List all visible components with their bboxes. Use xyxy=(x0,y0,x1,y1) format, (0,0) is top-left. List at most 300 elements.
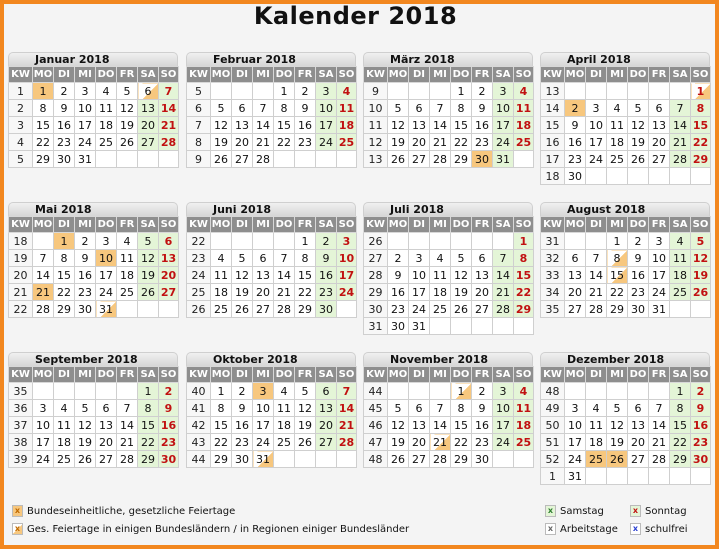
day-cell: 15 xyxy=(514,267,534,284)
day-cell: 28 xyxy=(493,301,514,318)
month-block xyxy=(363,352,533,468)
weekday-header: KW xyxy=(364,217,388,233)
day-cell: 18 xyxy=(211,284,232,301)
weekday-header: FR xyxy=(117,367,138,383)
day-cell: 29 xyxy=(33,151,54,168)
empty-day xyxy=(138,151,159,168)
day-cell: 12 xyxy=(451,267,472,284)
day-cell: 23 xyxy=(295,134,316,151)
legend-regional-label: Ges. Feiertage in einigen Bundesländern / in Regionen einiger Bundesländer xyxy=(27,524,410,535)
empty-day xyxy=(337,301,357,318)
month-title: Februar 2018 xyxy=(186,52,356,66)
day-cell: 7 xyxy=(586,250,607,267)
day-cell: 2 xyxy=(316,233,337,250)
day-cell: 15 xyxy=(211,417,232,434)
weekday-header: MO xyxy=(33,67,54,83)
month-table xyxy=(8,66,179,168)
empty-day xyxy=(409,233,430,250)
day-cell: 16 xyxy=(295,117,316,134)
empty-day xyxy=(430,233,451,250)
empty-day xyxy=(493,451,514,468)
day-cell: 19 xyxy=(691,267,711,284)
empty-day xyxy=(253,83,274,100)
day-cell: 19 xyxy=(138,267,159,284)
day-cell: 31 xyxy=(409,318,430,335)
week-number: 27 xyxy=(364,250,388,267)
week-row xyxy=(364,400,534,417)
day-cell: 26 xyxy=(211,151,232,168)
day-cell: 16 xyxy=(472,417,493,434)
weekday-header: DO xyxy=(628,67,649,83)
day-cell: 19 xyxy=(388,134,409,151)
month-block xyxy=(363,202,533,335)
day-cell: 23 xyxy=(388,301,409,318)
day-cell: 4 xyxy=(430,250,451,267)
empty-day xyxy=(628,83,649,100)
empty-day xyxy=(232,83,253,100)
day-cell: 17 xyxy=(493,117,514,134)
day-cell: 15 xyxy=(295,267,316,284)
day-cell: 9 xyxy=(691,400,711,417)
week-row xyxy=(364,233,534,250)
day-cell: 9 xyxy=(159,400,179,417)
weekday-header: MI xyxy=(430,217,451,233)
day-cell: 24 xyxy=(493,434,514,451)
weekday-header: SA xyxy=(316,67,337,83)
week-row xyxy=(541,100,711,117)
day-cell: 12 xyxy=(75,417,96,434)
day-cell: 16 xyxy=(316,267,337,284)
day-cell: 7 xyxy=(649,400,670,417)
empty-day xyxy=(607,383,628,400)
day-cell: 22 xyxy=(514,284,534,301)
month-block xyxy=(8,202,178,318)
day-cell: 27 xyxy=(409,151,430,168)
day-cell: 2 xyxy=(232,383,253,400)
week-number: 52 xyxy=(541,451,565,468)
weekday-header: MI xyxy=(253,367,274,383)
day-cell: 25 xyxy=(514,434,534,451)
day-cell: 1 xyxy=(295,233,316,250)
weekday-header: KW xyxy=(9,367,33,383)
empty-day xyxy=(493,318,514,335)
day-cell: 26 xyxy=(451,301,472,318)
week-number: 50 xyxy=(541,417,565,434)
day-cell: 18 xyxy=(117,267,138,284)
weekday-header: DO xyxy=(628,217,649,233)
day-cell: 24 xyxy=(565,451,586,468)
day-cell: 9 xyxy=(75,250,96,267)
weekday-header: MO xyxy=(388,217,409,233)
weekday-header: MI xyxy=(75,367,96,383)
day-cell: 16 xyxy=(565,134,586,151)
week-number: 25 xyxy=(187,284,211,301)
day-cell: 1 xyxy=(138,383,159,400)
day-cell: 8 xyxy=(295,250,316,267)
month-table xyxy=(363,66,534,168)
day-cell: 26 xyxy=(117,134,138,151)
week-row xyxy=(9,151,179,168)
empty-day xyxy=(670,468,691,485)
week-number: 22 xyxy=(187,233,211,250)
day-cell: 6 xyxy=(316,383,337,400)
week-row xyxy=(541,417,711,434)
day-cell: 14 xyxy=(670,117,691,134)
month-table xyxy=(540,216,711,318)
day-cell: 3 xyxy=(96,233,117,250)
day-cell: 30 xyxy=(691,451,711,468)
day-cell: 7 xyxy=(430,400,451,417)
day-cell: 21 xyxy=(586,284,607,301)
day-cell: 21 xyxy=(33,284,54,301)
week-number: 47 xyxy=(364,434,388,451)
empty-day xyxy=(388,383,409,400)
day-cell: 14 xyxy=(430,117,451,134)
week-number: 36 xyxy=(9,400,33,417)
day-cell: 30 xyxy=(159,451,179,468)
day-cell: 24 xyxy=(649,284,670,301)
day-cell: 20 xyxy=(649,134,670,151)
month-title: Dezember 2018 xyxy=(540,352,710,366)
day-cell: 25 xyxy=(274,434,295,451)
empty-day xyxy=(691,301,711,318)
day-cell: 5 xyxy=(628,100,649,117)
day-cell: 3 xyxy=(75,83,96,100)
day-cell: 6 xyxy=(409,400,430,417)
weekday-header: FR xyxy=(649,367,670,383)
day-cell: 12 xyxy=(691,250,711,267)
week-row xyxy=(187,100,357,117)
weekday-header: DO xyxy=(274,217,295,233)
weekday-header: DI xyxy=(54,367,75,383)
weekday-header: FR xyxy=(472,367,493,383)
weekday-header: DO xyxy=(274,67,295,83)
day-cell: 11 xyxy=(430,267,451,284)
day-cell: 16 xyxy=(691,417,711,434)
day-cell: 18 xyxy=(430,284,451,301)
week-row xyxy=(9,83,179,100)
empty-day xyxy=(337,151,357,168)
day-cell: 23 xyxy=(232,434,253,451)
empty-day xyxy=(211,83,232,100)
week-number: 9 xyxy=(187,151,211,168)
day-cell: 15 xyxy=(451,117,472,134)
weekday-header: DI xyxy=(586,67,607,83)
week-row xyxy=(541,117,711,134)
day-cell: 23 xyxy=(75,284,96,301)
weekday-header: DI xyxy=(409,67,430,83)
empty-day xyxy=(388,233,409,250)
holiday-swatch: x xyxy=(12,505,23,517)
weekday-header: KW xyxy=(9,217,33,233)
day-cell: 1 xyxy=(451,83,472,100)
day-cell: 12 xyxy=(388,117,409,134)
day-cell: 19 xyxy=(628,134,649,151)
day-cell: 31 xyxy=(253,451,274,468)
month-title: März 2018 xyxy=(363,52,533,66)
day-cell: 18 xyxy=(670,267,691,284)
day-cell: 14 xyxy=(430,417,451,434)
empty-day xyxy=(565,233,586,250)
day-cell: 3 xyxy=(337,233,357,250)
schoolfree-swatch: x xyxy=(630,523,641,535)
saturday-swatch: x xyxy=(545,505,556,517)
day-cell: 30 xyxy=(316,301,337,318)
month-block xyxy=(8,52,178,168)
day-cell: 27 xyxy=(96,451,117,468)
day-cell: 27 xyxy=(472,301,493,318)
day-cell: 28 xyxy=(159,134,179,151)
day-cell: 15 xyxy=(274,117,295,134)
legend-sunday-label: Sonntag xyxy=(645,506,687,517)
week-number: 2 xyxy=(9,100,33,117)
week-number: 42 xyxy=(187,417,211,434)
empty-day xyxy=(691,468,711,485)
day-cell: 10 xyxy=(649,250,670,267)
day-cell: 2 xyxy=(388,250,409,267)
weekday-header: KW xyxy=(187,367,211,383)
day-cell: 31 xyxy=(565,468,586,485)
empty-day xyxy=(670,83,691,100)
day-cell: 29 xyxy=(54,301,75,318)
day-cell: 7 xyxy=(337,383,357,400)
week-row xyxy=(9,400,179,417)
day-cell: 21 xyxy=(253,134,274,151)
day-cell: 3 xyxy=(493,383,514,400)
week-number: 34 xyxy=(541,284,565,301)
weekday-header: SA xyxy=(138,67,159,83)
weekday-header: KW xyxy=(9,67,33,83)
weekday-header: DI xyxy=(232,67,253,83)
week-row xyxy=(541,134,711,151)
day-cell: 2 xyxy=(472,83,493,100)
weekday-header: DI xyxy=(54,217,75,233)
day-cell: 19 xyxy=(211,134,232,151)
day-cell: 15 xyxy=(33,117,54,134)
day-cell: 9 xyxy=(472,400,493,417)
month-title: Juli 2018 xyxy=(363,202,533,216)
week-row xyxy=(187,267,357,284)
week-number: 8 xyxy=(187,134,211,151)
empty-day xyxy=(117,301,138,318)
day-cell: 12 xyxy=(138,250,159,267)
day-cell: 22 xyxy=(295,284,316,301)
weekday-header: SA xyxy=(670,67,691,83)
weekday-header: FR xyxy=(649,67,670,83)
day-cell: 17 xyxy=(586,134,607,151)
weekday-header: KW xyxy=(541,217,565,233)
day-cell: 10 xyxy=(33,417,54,434)
day-cell: 6 xyxy=(628,400,649,417)
day-cell: 18 xyxy=(337,117,357,134)
weekday-header: MI xyxy=(75,67,96,83)
week-row xyxy=(9,383,179,400)
day-cell: 5 xyxy=(295,383,316,400)
month-block xyxy=(540,52,710,185)
day-cell: 8 xyxy=(138,400,159,417)
day-cell: 2 xyxy=(691,383,711,400)
day-cell: 20 xyxy=(232,134,253,151)
month-title: Mai 2018 xyxy=(8,202,178,216)
day-cell: 5 xyxy=(691,233,711,250)
day-cell: 30 xyxy=(388,318,409,335)
week-number: 3 xyxy=(9,117,33,134)
day-cell: 17 xyxy=(409,284,430,301)
day-cell: 7 xyxy=(253,100,274,117)
day-cell: 4 xyxy=(211,250,232,267)
week-number: 45 xyxy=(364,400,388,417)
month-title: Oktober 2018 xyxy=(186,352,356,366)
day-cell: 23 xyxy=(472,434,493,451)
day-cell: 3 xyxy=(33,400,54,417)
weekday-header: SA xyxy=(670,217,691,233)
day-cell: 9 xyxy=(388,267,409,284)
month-block xyxy=(363,52,533,168)
empty-day xyxy=(232,233,253,250)
day-cell: 5 xyxy=(232,250,253,267)
weekday-header: DO xyxy=(451,67,472,83)
day-cell: 19 xyxy=(232,284,253,301)
day-cell: 8 xyxy=(451,100,472,117)
empty-day xyxy=(295,451,316,468)
day-cell: 18 xyxy=(514,117,534,134)
empty-day xyxy=(316,151,337,168)
week-number: 31 xyxy=(541,233,565,250)
weekday-header: SO xyxy=(691,217,711,233)
weekday-header: SA xyxy=(138,217,159,233)
week-row xyxy=(364,151,534,168)
empty-day xyxy=(96,151,117,168)
week-row xyxy=(541,434,711,451)
week-number: 20 xyxy=(9,267,33,284)
day-cell: 28 xyxy=(253,151,274,168)
day-cell: 22 xyxy=(451,134,472,151)
day-cell: 13 xyxy=(138,100,159,117)
week-row xyxy=(364,434,534,451)
month-title: Juni 2018 xyxy=(186,202,356,216)
week-row xyxy=(364,451,534,468)
day-cell: 12 xyxy=(117,100,138,117)
day-cell: 16 xyxy=(232,417,253,434)
empty-day xyxy=(253,233,274,250)
week-number: 13 xyxy=(364,151,388,168)
week-row xyxy=(187,151,357,168)
week-row xyxy=(541,168,711,185)
weekday-header: MO xyxy=(33,367,54,383)
day-cell: 20 xyxy=(138,117,159,134)
day-cell: 29 xyxy=(670,451,691,468)
day-cell: 14 xyxy=(159,100,179,117)
week-number: 7 xyxy=(187,117,211,134)
day-cell: 11 xyxy=(514,400,534,417)
weekday-header: DI xyxy=(232,217,253,233)
legend-national xyxy=(12,505,235,517)
week-number: 12 xyxy=(364,134,388,151)
month-title: Januar 2018 xyxy=(8,52,178,66)
day-cell: 20 xyxy=(628,434,649,451)
empty-day xyxy=(670,301,691,318)
week-number: 29 xyxy=(364,284,388,301)
day-cell: 26 xyxy=(607,451,628,468)
weekday-header: MO xyxy=(211,217,232,233)
day-cell: 12 xyxy=(232,267,253,284)
day-cell: 11 xyxy=(54,417,75,434)
day-cell: 14 xyxy=(274,267,295,284)
week-row xyxy=(9,117,179,134)
weekday-header: DO xyxy=(96,367,117,383)
day-cell: 4 xyxy=(54,400,75,417)
day-cell: 24 xyxy=(253,434,274,451)
empty-day xyxy=(586,83,607,100)
day-cell: 30 xyxy=(472,451,493,468)
day-cell: 13 xyxy=(472,267,493,284)
day-cell: 15 xyxy=(607,267,628,284)
month-block xyxy=(8,352,178,468)
day-cell: 10 xyxy=(409,267,430,284)
week-row xyxy=(364,117,534,134)
empty-day xyxy=(472,233,493,250)
day-cell: 11 xyxy=(586,417,607,434)
day-cell: 22 xyxy=(670,434,691,451)
weekday-header: SA xyxy=(493,217,514,233)
legend-sunday xyxy=(630,505,687,517)
empty-day xyxy=(274,451,295,468)
legend-workday xyxy=(545,523,618,535)
day-cell: 10 xyxy=(316,100,337,117)
day-cell: 5 xyxy=(117,83,138,100)
weekday-header: DI xyxy=(54,67,75,83)
day-cell: 3 xyxy=(253,383,274,400)
week-number: 1 xyxy=(541,468,565,485)
day-cell: 4 xyxy=(117,233,138,250)
day-cell: 26 xyxy=(232,301,253,318)
week-row xyxy=(364,318,534,335)
day-cell: 20 xyxy=(253,284,274,301)
day-cell: 20 xyxy=(409,134,430,151)
day-cell: 11 xyxy=(514,100,534,117)
month-title: November 2018 xyxy=(363,352,533,366)
day-cell: 2 xyxy=(628,233,649,250)
day-cell: 11 xyxy=(607,117,628,134)
weekday-header: KW xyxy=(364,67,388,83)
weekday-header: MO xyxy=(565,367,586,383)
day-cell: 27 xyxy=(138,134,159,151)
day-cell: 29 xyxy=(514,301,534,318)
empty-day xyxy=(628,468,649,485)
day-cell: 10 xyxy=(493,400,514,417)
day-cell: 22 xyxy=(691,134,711,151)
day-cell: 27 xyxy=(565,301,586,318)
empty-day xyxy=(430,83,451,100)
day-cell: 14 xyxy=(117,417,138,434)
day-cell: 22 xyxy=(138,434,159,451)
weekday-header: MI xyxy=(75,217,96,233)
week-row xyxy=(364,301,534,318)
day-cell: 4 xyxy=(274,383,295,400)
weekday-header: SO xyxy=(514,367,534,383)
empty-day xyxy=(33,383,54,400)
day-cell: 30 xyxy=(54,151,75,168)
weekday-header: FR xyxy=(295,67,316,83)
day-cell: 3 xyxy=(586,100,607,117)
day-cell: 18 xyxy=(514,417,534,434)
day-cell: 6 xyxy=(472,250,493,267)
empty-day xyxy=(274,233,295,250)
day-cell: 25 xyxy=(96,134,117,151)
day-cell: 5 xyxy=(388,400,409,417)
day-cell: 30 xyxy=(232,451,253,468)
empty-day xyxy=(607,168,628,185)
